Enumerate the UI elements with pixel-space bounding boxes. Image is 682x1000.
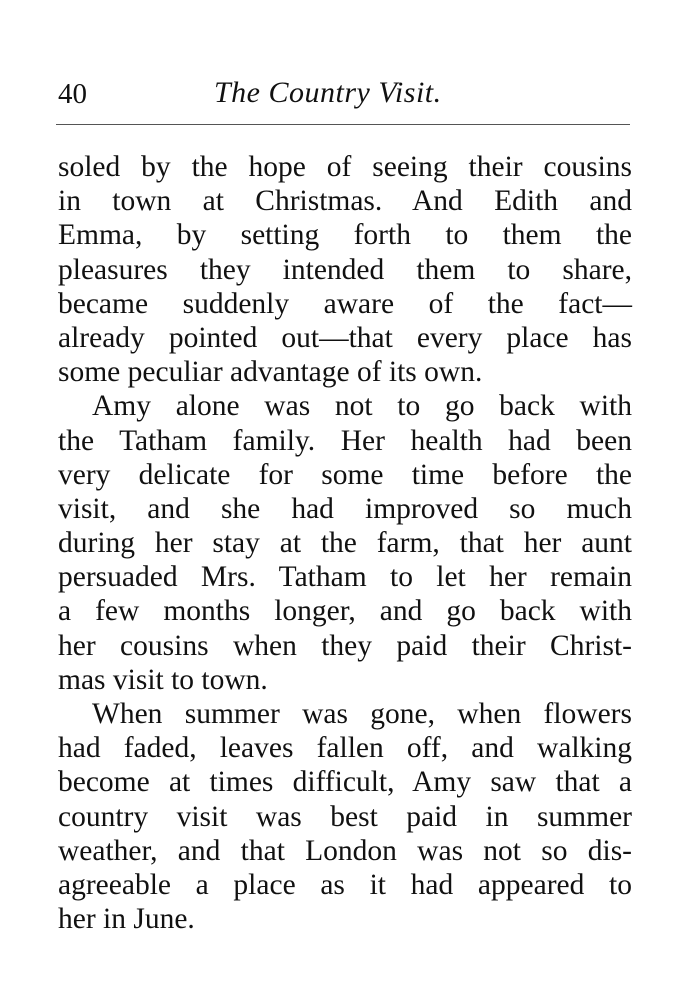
text-line: Amy alone was not to go back with — [92, 390, 632, 423]
text-line: Emma, by setting forth to them the — [58, 219, 632, 252]
text-line: agreeable a place as it had appeared to — [58, 868, 632, 901]
text-line: her in June. — [58, 903, 195, 936]
text-line: very delicate for some time before the — [58, 458, 632, 491]
text-line: her cousins when they paid their Christ- — [58, 629, 632, 662]
text-line: in town at Christmas. And Edith and — [58, 185, 632, 218]
text-line: soled by the hope of seeing their cousins — [58, 151, 632, 183]
text-line: already pointed out—that every place has — [58, 321, 632, 354]
header-rule — [56, 124, 630, 125]
body-text — [58, 150, 632, 936]
text-line: during her stay at the farm, that her aunt — [58, 527, 632, 560]
text-line: pleasures they intended them to share, — [58, 253, 632, 286]
text-line: became suddenly aware of the fact— — [58, 287, 632, 320]
text-line: When summer was gone, when flowers — [92, 698, 632, 730]
page-header — [58, 72, 630, 116]
running-title: The Country Visit. — [214, 76, 442, 109]
text-line: weather, and that London was not so dis- — [58, 834, 632, 867]
text-line: country visit was best paid in summer — [58, 800, 632, 833]
text-line: become at times difficult, Amy saw that a — [58, 766, 632, 799]
text-line: a few months longer, and go back with — [58, 595, 632, 628]
text-line: some peculiar advantage of its own. — [58, 356, 483, 389]
page-number: 40 — [58, 78, 87, 110]
text-line: the Tatham family. Her health had been — [58, 424, 632, 457]
text-line: mas visit to town. — [58, 663, 268, 696]
text-line: persuaded Mrs. Tatham to let her remain — [58, 561, 632, 594]
text-line: had faded, leaves fallen off, and walking — [58, 732, 632, 765]
text-line: visit, and she had improved so much — [58, 492, 632, 525]
